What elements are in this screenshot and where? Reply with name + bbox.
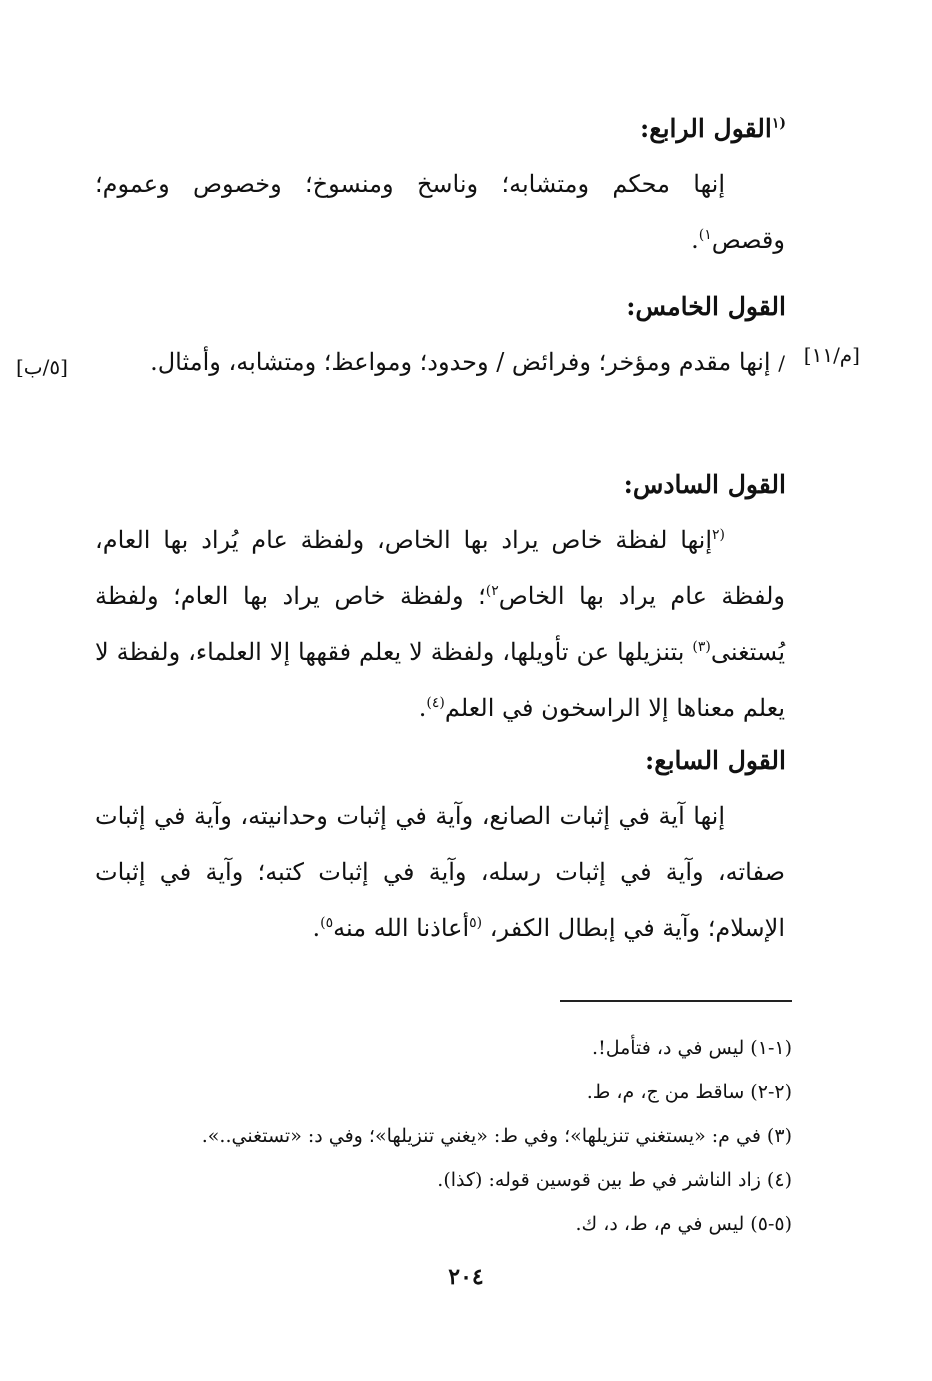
footnote-mark-5-open: (٥ <box>469 915 483 931</box>
page-break-slash: / <box>778 351 785 375</box>
footnote-3: (٣) في م: «يستغني تنزيلها»؛ وفي ط: «يغني تنزيلها»؛ وفي د: «تستغني..». <box>201 1125 792 1147</box>
paragraph-sixth-text-c: بتنزيلها عن تأويلها، ولفظة لا يعلم فقهها إلا العلماء، ولفظة لا يعلم معناها إلا الراسخون في العلم <box>95 638 785 722</box>
paragraph-fourth-text: إنها محكم ومتشابه؛ وناسخ ومنسوخ؛ وخصوص وعموم؛ وقصص <box>95 170 785 254</box>
manuscript-ref-left: [٥/ب] <box>16 355 68 379</box>
paragraph-sixth-text-b: ؛ ولفظة خاص يراد بها العام؛ ولفظة يُستغنى <box>95 582 785 666</box>
footnote-separator <box>560 1000 792 1002</box>
paragraph-sixth-text-a: إنها لفظة خاص يراد بها الخاص، ولفظة عام يُراد بها العام، ولفظة عام يراد بها الخاص <box>95 526 785 610</box>
footnote-5: (٥-٥) ليس في م، ط، د، ك. <box>575 1213 792 1235</box>
heading-sixth-opinion: القول السادس: <box>623 470 786 499</box>
footnote-ref-3: (٣) <box>692 639 711 655</box>
footnote-4: (٤) زاد الناشر في ط بين قوسين قوله: (كذا). <box>437 1169 792 1191</box>
paragraph-fifth-opinion <box>95 334 785 391</box>
paragraph-seventh-text-b: أعاذنا الله منه <box>333 914 470 942</box>
footnote-mark-1-open: (١ <box>771 115 786 132</box>
paragraph-fifth-text: إنها مقدم ومؤخر؛ وفرائض / وحدود؛ ومواعظ؛ ومتشابه، وأمثال. <box>150 348 771 376</box>
footnote-mark-5-close: ٥) <box>320 915 334 931</box>
paragraph-seventh-end: . <box>312 914 321 942</box>
paragraph-sixth-opinion <box>95 512 785 736</box>
heading-seventh-opinion: القول السابع: <box>645 746 786 775</box>
heading-fourth-opinion <box>640 112 786 146</box>
paragraph-fourth-opinion <box>95 156 785 268</box>
footnote-mark-1-close: ١) <box>698 227 712 243</box>
page-number: ٢٠٤ <box>448 1264 484 1290</box>
paragraph-fourth-end: . <box>691 226 699 254</box>
paragraph-seventh-opinion <box>95 788 785 956</box>
footnote-mark-2-close: ٢) <box>485 583 499 599</box>
heading-fourth-text: القول الرابع: <box>640 114 772 143</box>
paragraph-sixth-end: . <box>418 694 427 722</box>
heading-fifth-opinion: القول الخامس: <box>626 292 786 321</box>
footnotes <box>110 1026 792 1246</box>
footnote-mark-2-open: (٢ <box>712 527 725 543</box>
footnote-ref-4: (٤) <box>426 695 445 711</box>
paragraph-seventh-text-a: إنها آية في إثبات الصانع، وآية في إثبات وحدانيته، وآية في إثبات صفاته، وآية في إثبات رسله، وآية في إثبات كتبه؛ وآية في إثبات الإسلام؛ وآية في إبطال الكفر، <box>95 802 785 942</box>
manuscript-ref-right: [م/١١] <box>803 343 860 367</box>
footnote-1: (١-١) ليس في د، فتأمل!. <box>592 1037 792 1059</box>
footnote-2: (٢-٢) ساقط من ج، م، ط. <box>586 1081 792 1103</box>
